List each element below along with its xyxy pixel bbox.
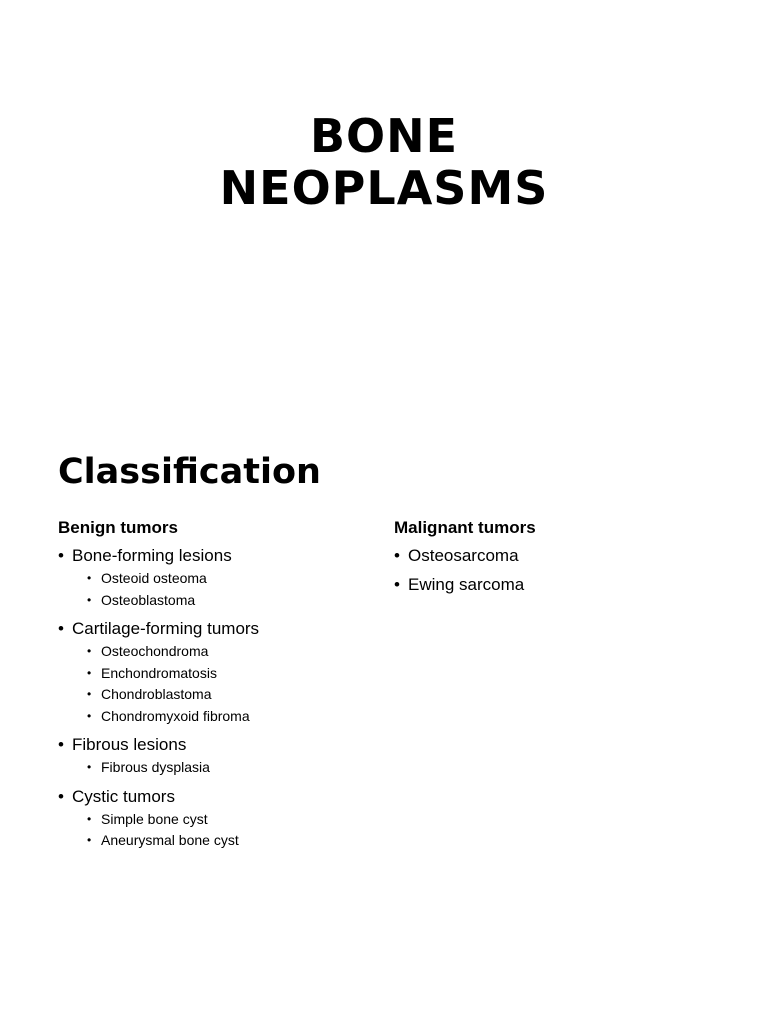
benign-subitem-list (72, 809, 378, 852)
benign-subitem: • Fibrous dysplasia (72, 757, 378, 779)
benign-group (58, 785, 378, 852)
malignant-tumors-column (394, 516, 714, 602)
section-heading: Classification (58, 452, 321, 492)
benign-group-label: Cystic tumors (72, 786, 175, 806)
benign-subitem: • Chondromyxoid fibroma (72, 706, 378, 728)
slide-title-line-2: NEOPLASMS (219, 161, 549, 215)
benign-group (58, 617, 378, 727)
benign-subitem: • Chondroblastoma (72, 684, 378, 706)
benign-subitem-list (72, 568, 378, 611)
slide-title-line-1: BONE (309, 109, 459, 163)
benign-group (58, 733, 378, 779)
malignant-item: • Osteosarcoma (394, 544, 714, 568)
benign-subitem: • Simple bone cyst (72, 809, 378, 831)
malignant-item: • Ewing sarcoma (394, 573, 714, 597)
malignant-list (394, 544, 714, 597)
benign-subitem-list (72, 757, 378, 779)
benign-subitem: • Aneurysmal bone cyst (72, 830, 378, 852)
benign-group-list (58, 544, 378, 852)
benign-group-label: Fibrous lesions (72, 735, 187, 754)
benign-subitem: • Osteoid osteoma (72, 568, 378, 590)
benign-group-label: Bone-forming lesions (72, 546, 232, 565)
benign-tumors-column (58, 516, 378, 858)
malignant-tumors-heading: Malignant tumors (394, 518, 536, 537)
benign-subitem: • Enchondromatosis (72, 663, 378, 685)
slide-title (0, 110, 768, 214)
benign-subitem: • Osteochondroma (72, 641, 378, 663)
benign-subitem-list (72, 641, 378, 727)
benign-tumors-heading: Benign tumors (58, 518, 178, 537)
benign-subitem: • Osteoblastoma (72, 590, 378, 612)
benign-group-label: Cartilage-forming tumors (72, 619, 260, 638)
benign-group (58, 544, 378, 611)
